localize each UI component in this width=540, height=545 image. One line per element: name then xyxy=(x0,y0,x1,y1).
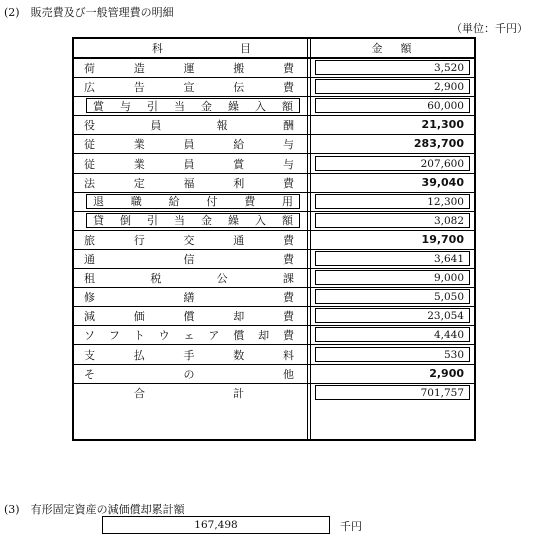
amount-value: 21,300 xyxy=(421,118,464,132)
total-row xyxy=(74,384,474,403)
label-char: 従 xyxy=(84,157,95,171)
label-char: 支 xyxy=(84,348,95,362)
label-char: 法 xyxy=(84,176,95,190)
label-char: ウ xyxy=(158,329,170,343)
label-char: 費 xyxy=(244,195,256,209)
label-char: 与 xyxy=(283,157,294,171)
label-char: ト xyxy=(133,329,145,343)
account-label xyxy=(84,79,294,95)
label-char: 修 xyxy=(84,291,95,305)
unit-note: （単位：千円） xyxy=(451,22,528,35)
label-char: 搬 xyxy=(233,62,245,75)
label-char: フ xyxy=(108,329,120,343)
label-char: 利 xyxy=(233,176,245,190)
label-char: 他 xyxy=(283,367,294,381)
total-amount: 701,757 xyxy=(315,385,470,400)
total-label xyxy=(134,385,244,401)
account-label xyxy=(86,194,300,209)
account-label xyxy=(84,156,294,172)
account-label xyxy=(84,347,294,363)
amount-value: 39,040 xyxy=(421,175,464,189)
table-row xyxy=(74,59,474,78)
label-char: 員 xyxy=(183,138,195,152)
amount-value: 60,000 xyxy=(315,98,470,113)
label-char: 費 xyxy=(283,291,294,305)
table-row xyxy=(74,155,474,174)
account-label xyxy=(84,289,294,305)
label-char: 費 xyxy=(283,329,294,343)
label-char: 用 xyxy=(281,195,293,209)
label-char: 員 xyxy=(150,119,162,133)
accumulated-depreciation-value: 167,498 xyxy=(102,516,330,534)
table-row xyxy=(74,250,474,269)
label-char: 福 xyxy=(183,176,195,190)
label-char: そ xyxy=(84,367,95,381)
amount-value: 2,900 xyxy=(429,366,464,380)
label-char: 費 xyxy=(283,310,294,324)
label-char: 定 xyxy=(133,176,145,190)
amount-value: 23,054 xyxy=(315,308,470,323)
table-row xyxy=(74,365,474,384)
account-label xyxy=(86,98,300,113)
table-row xyxy=(74,78,474,97)
label-char: 額 xyxy=(282,214,293,228)
label-char: 賞 xyxy=(233,157,245,171)
table-row xyxy=(74,97,474,116)
label-char: 給 xyxy=(233,138,245,152)
label-char: 付 xyxy=(206,195,218,209)
account-label xyxy=(84,136,294,152)
label-char: 旅 xyxy=(84,233,95,247)
label-char: 計 xyxy=(233,386,244,400)
label-char: 告 xyxy=(133,81,145,95)
table-row xyxy=(74,288,474,307)
label-char: 費 xyxy=(283,81,294,95)
label-char: 金 xyxy=(201,99,212,113)
amount-value: 4,440 xyxy=(315,327,470,342)
account-label xyxy=(84,232,294,248)
label-char: 償 xyxy=(233,329,245,343)
label-char: 荷 xyxy=(84,62,95,75)
label-char: 造 xyxy=(133,62,145,75)
amount-value: 9,000 xyxy=(315,270,470,285)
label-char: 費 xyxy=(283,176,294,190)
header-account-char: 科 xyxy=(152,42,163,55)
label-char: 入 xyxy=(255,214,266,228)
label-char: 給 xyxy=(168,195,180,209)
label-char: 与 xyxy=(120,99,131,113)
label-char: 酬 xyxy=(282,119,294,133)
amount-value: 3,641 xyxy=(315,251,470,266)
label-char: 却 xyxy=(258,329,270,343)
label-char: 通 xyxy=(84,253,95,266)
label-char: 数 xyxy=(233,348,245,362)
header-amount-char: 金 xyxy=(371,42,383,55)
account-label xyxy=(84,60,294,76)
account-label xyxy=(84,175,294,191)
label-char: 繰 xyxy=(228,99,239,113)
label-char: 運 xyxy=(183,62,195,75)
label-char: 税 xyxy=(150,272,162,286)
header-amount-char: 額 xyxy=(400,42,412,55)
section-heading-expenses: (2) 販売費及び一般管理費の明細 xyxy=(4,6,174,19)
table-header xyxy=(74,39,474,59)
label-char: 払 xyxy=(133,348,145,362)
label-char: 信 xyxy=(183,253,195,266)
table-row xyxy=(74,174,474,193)
header-account-char: 目 xyxy=(240,42,251,55)
table-row xyxy=(74,346,474,365)
account-label xyxy=(84,308,294,324)
table-row xyxy=(74,326,474,345)
label-char: 費 xyxy=(283,233,294,247)
label-char: 報 xyxy=(216,119,228,133)
label-char: 租 xyxy=(84,272,95,286)
account-label xyxy=(84,327,294,343)
label-char: 手 xyxy=(183,348,195,362)
label-char: 員 xyxy=(183,157,195,171)
amount-value: 19,700 xyxy=(421,232,464,246)
label-char: ア xyxy=(208,329,220,343)
amount-value: 3,520 xyxy=(315,60,470,75)
table-row xyxy=(74,116,474,135)
label-char: 役 xyxy=(84,119,95,133)
table-row xyxy=(74,193,474,212)
expense-table xyxy=(72,37,476,441)
label-char: 償 xyxy=(183,310,195,324)
table-row xyxy=(74,231,474,250)
label-char: 引 xyxy=(147,214,158,228)
label-char: 当 xyxy=(174,99,185,113)
account-label xyxy=(84,270,294,286)
label-char: 料 xyxy=(283,348,294,362)
label-char: 賞 xyxy=(93,99,104,113)
label-char: 従 xyxy=(84,138,95,152)
amount-value: 12,300 xyxy=(315,194,470,209)
label-char: 繰 xyxy=(228,214,239,228)
table-row xyxy=(74,269,474,288)
header-amount xyxy=(309,39,474,57)
label-char: 当 xyxy=(174,214,185,228)
label-char: 貸 xyxy=(93,214,104,228)
label-char: 宣 xyxy=(183,81,195,95)
label-char: 通 xyxy=(233,233,245,247)
section-heading-depreciation: (3) 有形固定資産の減価償却累計額 xyxy=(4,503,185,516)
label-char: 行 xyxy=(133,233,145,247)
label-char: ソ xyxy=(84,329,95,343)
account-label xyxy=(84,366,294,382)
label-char: 費 xyxy=(283,62,294,75)
label-char: 金 xyxy=(201,214,212,228)
amount-value: 3,082 xyxy=(315,213,470,228)
label-char: 業 xyxy=(133,157,145,171)
amount-value: 2,900 xyxy=(315,79,470,94)
accumulated-depreciation-unit: 千円 xyxy=(340,520,362,533)
label-char: 与 xyxy=(283,138,294,152)
label-char: 繕 xyxy=(183,291,195,305)
label-char: 費 xyxy=(283,253,294,266)
account-label xyxy=(84,251,294,267)
label-char: 価 xyxy=(133,310,145,324)
label-char: 伝 xyxy=(233,81,245,95)
label-char: 広 xyxy=(84,81,95,95)
account-label xyxy=(86,213,300,228)
label-char: 引 xyxy=(147,99,158,113)
header-account xyxy=(74,39,309,57)
label-char: 公 xyxy=(216,272,228,286)
amount-value: 5,050 xyxy=(315,289,470,304)
amount-value: 530 xyxy=(315,347,470,362)
label-char: 合 xyxy=(134,386,145,400)
account-label xyxy=(84,117,294,133)
table-row xyxy=(74,307,474,326)
label-char: ェ xyxy=(183,329,195,343)
label-char: 却 xyxy=(233,310,245,324)
label-char: 職 xyxy=(130,195,142,209)
label-char: 交 xyxy=(183,233,195,247)
label-char: 減 xyxy=(84,310,95,324)
amount-value: 207,600 xyxy=(315,156,470,171)
table-row xyxy=(74,135,474,154)
label-char: 額 xyxy=(282,99,293,113)
amount-value: 283,700 xyxy=(413,137,464,151)
label-char: の xyxy=(183,367,195,381)
label-char: 退 xyxy=(93,195,104,209)
table-row xyxy=(74,212,474,231)
label-char: 課 xyxy=(282,272,294,286)
label-char: 倒 xyxy=(120,214,131,228)
label-char: 業 xyxy=(133,138,145,152)
label-char: 入 xyxy=(255,99,266,113)
